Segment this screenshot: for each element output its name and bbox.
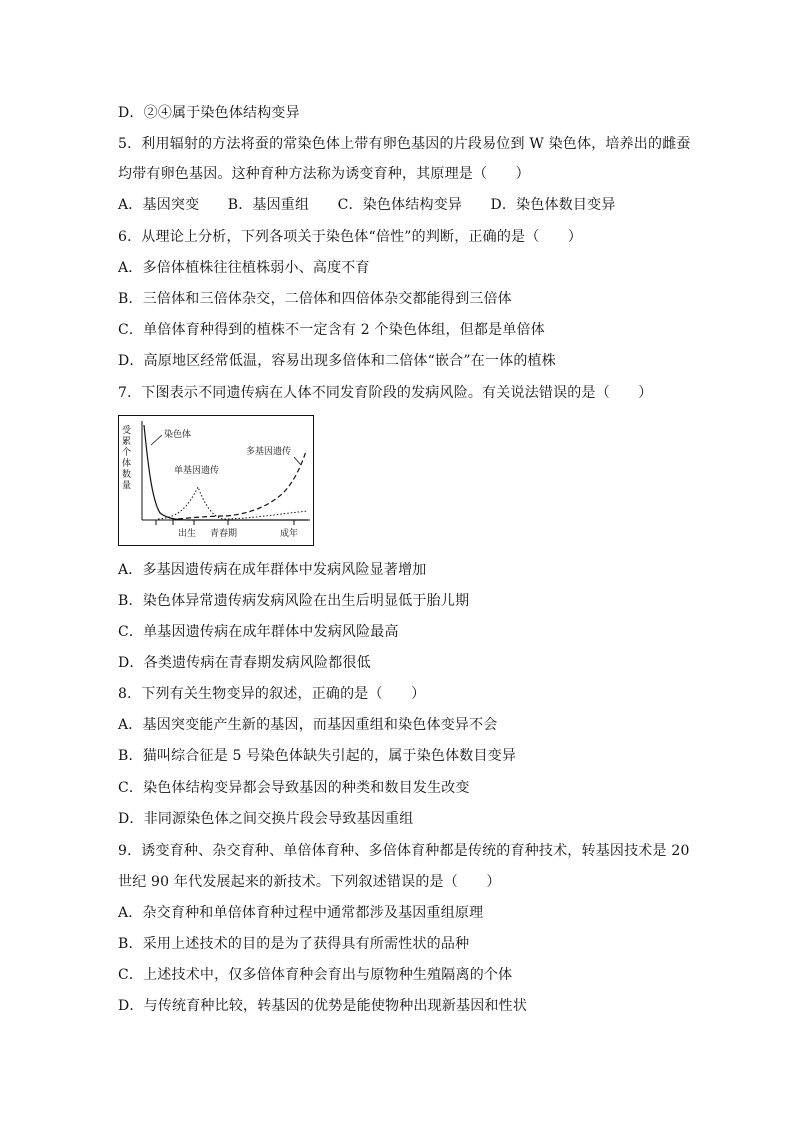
line-15: A．基因突变能产生新的基因，而基因重组和染色体变异不会 xyxy=(118,717,498,733)
line-17: C．染色体结构变异都会导致基因的种类和数目发生改变 xyxy=(118,780,470,796)
line-13: D．各类遗传病在青春期发病风险都很低 xyxy=(118,655,371,671)
line-24: D．与传统育种比较，转基因的优势是能使物种出现新基因和性状 xyxy=(118,998,528,1014)
line-0: D．②④属于染色体结构变异 xyxy=(118,105,300,121)
label-multi-gene: 多基因遗传 xyxy=(246,447,292,457)
svg-text:数: 数 xyxy=(122,470,132,480)
svg-text:体: 体 xyxy=(122,459,132,469)
x-tick-birth: 出生 xyxy=(178,529,197,539)
svg-text:累: 累 xyxy=(122,437,132,447)
y-axis-label xyxy=(122,424,131,491)
line-8: D．高原地区经常低温，容易出现多倍体和二倍体“嵌合”在一体的植株 xyxy=(118,353,556,369)
line-11: B．染色体异常遗传病发病风险在出生后明显低于胎儿期 xyxy=(118,593,470,609)
svg-text:个: 个 xyxy=(122,448,132,458)
line-16: B．猫叫综合征是 5 号染色体缺失引起的，属于染色体数目变异 xyxy=(118,748,517,764)
line-1: 5．利用辐射的方法将蚕的常染色体上带有卵色基因的片段易位到 W 染色体，培养出的雌蚕 xyxy=(118,136,691,152)
line-6: B．三倍体和三倍体杂交，二倍体和四倍体杂交都能得到三倍体 xyxy=(118,291,512,307)
label-single-gene: 单基因遗传 xyxy=(174,466,220,476)
line-23: C．上述技术中，仅多倍体育种会育出与原物种生殖隔离的个体 xyxy=(118,967,513,983)
line-21: A．杂交育种和单倍体育种过程中通常都涉及基因重组原理 xyxy=(118,905,484,921)
line-14: 8．下列有关生物变异的叙述，正确的是（ ） xyxy=(118,686,426,702)
line-4: 6．从理论上分析，下列各项关于染色体“倍性”的判断，正确的是（ ） xyxy=(118,229,583,245)
line-19: 9．诱变育种、杂交育种、单倍体育种、多倍体育种都是传统的育种技术，转基因技术是 20 xyxy=(118,843,690,859)
svg-text:量: 量 xyxy=(122,481,132,491)
genetic-disease-risk-figure xyxy=(118,415,314,546)
line-10: A．多基因遗传病在成年群体中发病风险显著增加 xyxy=(118,562,427,578)
svg-text:受: 受 xyxy=(122,426,132,436)
label-chromosome: 染色体 xyxy=(164,430,192,440)
x-tick-adult: 成年 xyxy=(280,529,299,539)
line-22: B．采用上述技术的目的是为了获得具有所需性状的品种 xyxy=(118,936,470,952)
line-9: 7．下图表示不同遗传病在人体不同发育阶段的发病风险。有关说法错误的是（ ） xyxy=(118,385,653,401)
line-2: 均带有卵色基因。这种育种方法称为诱变育种，其原理是（ ） xyxy=(118,166,530,182)
line-18: D．非同源染色体之间交换片段会导致基因重组 xyxy=(118,811,414,827)
line-3: A．基因突变 B．基因重组 C．染色体结构变异 D．染色体数目变异 xyxy=(118,197,616,213)
line-20: 世纪 90 年代发展起来的新技术。下列叙述错误的是（ ） xyxy=(118,874,501,890)
x-tick-puberty: 青春期 xyxy=(210,529,238,539)
line-5: A．多倍体植株往往植株弱小、高度不育 xyxy=(118,260,370,276)
line-12: C．单基因遗传病在成年群体中发病风险最高 xyxy=(118,624,399,640)
line-7: C．单倍体育种得到的植株不一定含有 2 个染色体组，但都是单倍体 xyxy=(118,322,545,338)
